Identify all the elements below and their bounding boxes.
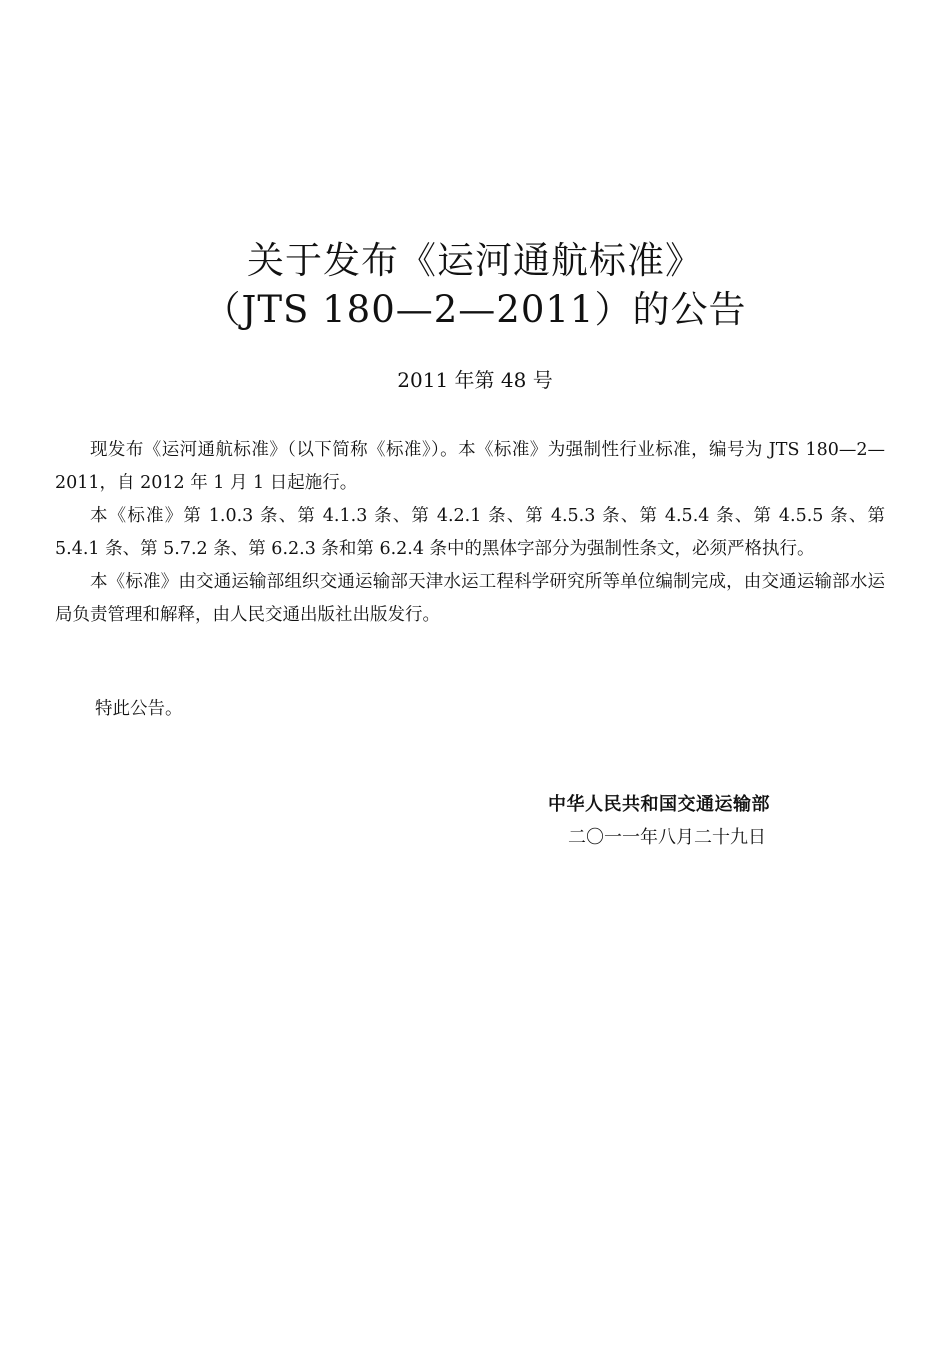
paragraph-2: 本《标准》第 1.0.3 条、第 4.1.3 条、第 4.2.1 条、第 4.5.3 条、第 4.5.4 条、第 4.5.5 条、第 5.4.1 条、第 5.7.2 条、第 6.2.3 条和第 6.2.4 条中的黑体字部分为强制性条文，必须严格执行。 xyxy=(55,506,885,559)
issue-date: 二〇一一年八月二十九日 xyxy=(568,827,766,848)
paragraph-1: 现发布《运河通航标准》（以下简称《标准》）。本《标准》为强制性行业标准，编号为 JTS 180—2—2011，自 2012 年 1 月 1 日起施行。 xyxy=(55,440,885,493)
announcement-number: 2011 年第 48 号 xyxy=(397,368,553,392)
title-line-1: 关于发布《运河通航标准》 xyxy=(247,239,703,282)
paragraph-3: 本《标准》由交通运输部组织交通运输部天津水运工程科学研究所等单位编制完成，由交通运输部水运局负责管理和解释，由人民交通出版社出版发行。 xyxy=(55,572,885,625)
closing-statement: 特此公告。 xyxy=(95,699,183,719)
announcement-body xyxy=(55,434,885,632)
title-line-2: （JTS 180—2—2011）的公告 xyxy=(203,288,747,331)
issuing-authority: 中华人民共和国交通运输部 xyxy=(548,794,770,815)
